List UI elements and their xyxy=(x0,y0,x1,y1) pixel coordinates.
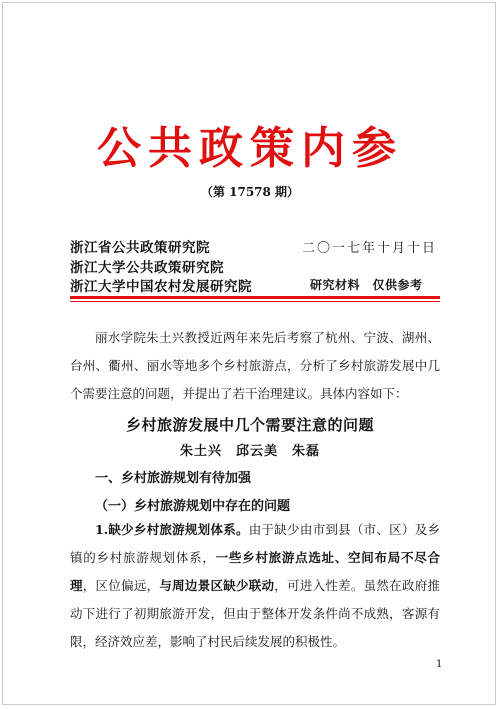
paragraph-emphasis: 一些乡村旅游点选址、空间布局不尽合理 xyxy=(70,550,440,593)
article-authors: 朱土兴 邱云美 朱磊 xyxy=(179,444,320,459)
publisher-org-2: 浙江大学公共政策研究院 xyxy=(70,260,224,276)
issue-number: （第 17578 期） xyxy=(200,185,300,199)
subsection-heading: （一）乡村旅游规划中存在的问题 xyxy=(95,499,291,514)
header-rule-thin xyxy=(70,301,440,302)
header-rule-thick xyxy=(70,296,440,299)
paragraph-text: 由于缺少由市到县（市、区）及乡镇的乡村旅游规划体系， xyxy=(70,522,440,565)
intro-paragraph: 丽水学院朱土兴教授近两年来先后考察了杭州、宁波、湖州、台州、衢州、丽水等地多个乡村旅游点，分析了乡村旅游发展中几个需要注意的问题，并提出了若干治理建议。具体内容如下： xyxy=(70,330,440,401)
paragraph-text: ，可进入性差。虽然在政府推动下进行了初期旅游开发，但由于整体开发条件尚不成熟，客源有限，经济效应差，影响了村民后续发展的积极性。 xyxy=(70,578,440,649)
section-heading: 一、乡村旅游规划有待加强 xyxy=(95,471,252,486)
paragraph-text: ，区位偏远， xyxy=(82,578,160,593)
publisher-org-3: 浙江大学中国农村发展研究院 xyxy=(70,279,252,295)
publisher-org-1: 浙江省公共政策研究院 xyxy=(70,240,210,256)
publish-date: 二〇一七年十月十日 xyxy=(302,241,438,256)
paragraph-lead: 1.缺少乡村旅游规划体系。 xyxy=(95,522,249,537)
body-paragraph xyxy=(70,516,440,656)
article-title: 乡村旅游发展中几个需要注意的问题 xyxy=(125,416,374,434)
masthead-title: 公共政策内参 xyxy=(97,123,403,174)
page-number: 1 xyxy=(436,659,443,670)
reference-note: 研究材料 仅供参考 xyxy=(310,278,423,292)
paragraph-emphasis: 与周边景区缺少联动 xyxy=(159,578,275,593)
